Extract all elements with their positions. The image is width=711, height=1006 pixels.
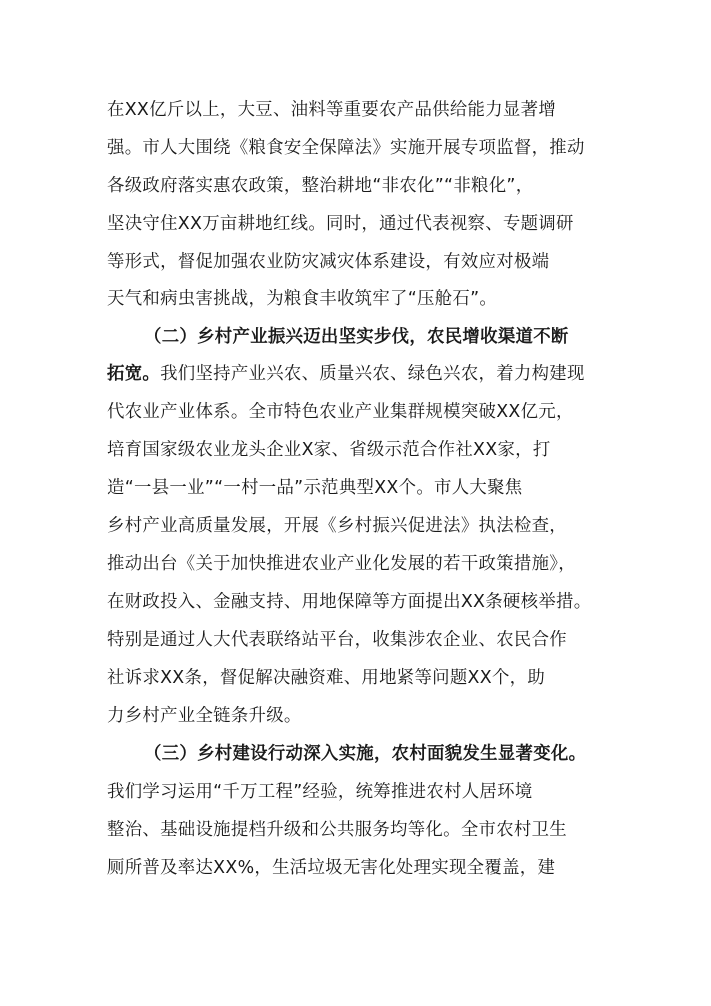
text-line: 代农业产业体系。全市特色农业产业集群规模突破XX亿元， <box>107 402 574 422</box>
text-line: 推动出台《关于加快推进农业产业化发展的若干政策措施》， <box>107 554 576 574</box>
text-line: 厕所普及率达XX%，生活垃圾无害化处理实现全覆盖，建 <box>107 858 556 878</box>
text-line: 乡村产业高质量发展，开展《乡村振兴促进法》执法检查， <box>107 516 567 536</box>
section-heading-2: （二）乡村产业振兴迈出坚实步伐，农民增收渠道不断 <box>144 327 569 347</box>
text-line: 整治、基础设施提档升级和公共服务均等化。全市农村卫生 <box>107 820 567 840</box>
text-line: 坚决守住XX万亩耕地红线。同时，通过代表视察、专题调研 <box>107 214 574 234</box>
text-line: 等形式，督促加强农业防灾减灾体系建设，有效应对极端 <box>107 252 550 272</box>
text-line: 特别是通过人大代表联络站平台，收集涉农企业、农民合作 <box>107 630 567 650</box>
text-line: 力乡村产业全链条升级。 <box>107 706 302 726</box>
text-line: 强。市人大围绕《粮食安全保障法》实施开展专项监督，推动 <box>107 138 585 158</box>
text-line: 社诉求XX条，督促解决融资难、用地紧等问题XX个，助 <box>107 668 546 688</box>
text-line: 我们学习运用“千万工程”经验，统筹推进农村人居环境 <box>107 782 533 802</box>
text-line: 培育国家级农业龙头企业X家、省级示范合作社XX家，打 <box>107 440 551 460</box>
text-span: 我们坚持产业兴农、质量兴农、绿色兴农，着力构建现 <box>160 364 585 384</box>
text-line-mixed <box>107 362 585 386</box>
text-line: 在XX亿斤以上，大豆、油料等重要农产品供给能力显著增 <box>107 100 557 120</box>
text-line: 各级政府落实惠农政策，整治耕地“非农化”“非粮化”， <box>107 176 534 196</box>
section-heading-3: （三）乡村建设行动深入实施，农村面貌发生显著变化。 <box>144 744 587 764</box>
text-line: 造“一县一业”“一村一品”示范典型XX个。市人大聚焦 <box>107 478 523 498</box>
section-heading-2-tail: 拓宽。 <box>107 364 161 384</box>
text-line: 在财政投入、金融支持、用地保障等方面提出XX条硬核举措。 <box>107 592 592 612</box>
text-line: 天气和病虫害挑战，为粮食丰收筑牢了“压舱石”。 <box>107 289 498 309</box>
